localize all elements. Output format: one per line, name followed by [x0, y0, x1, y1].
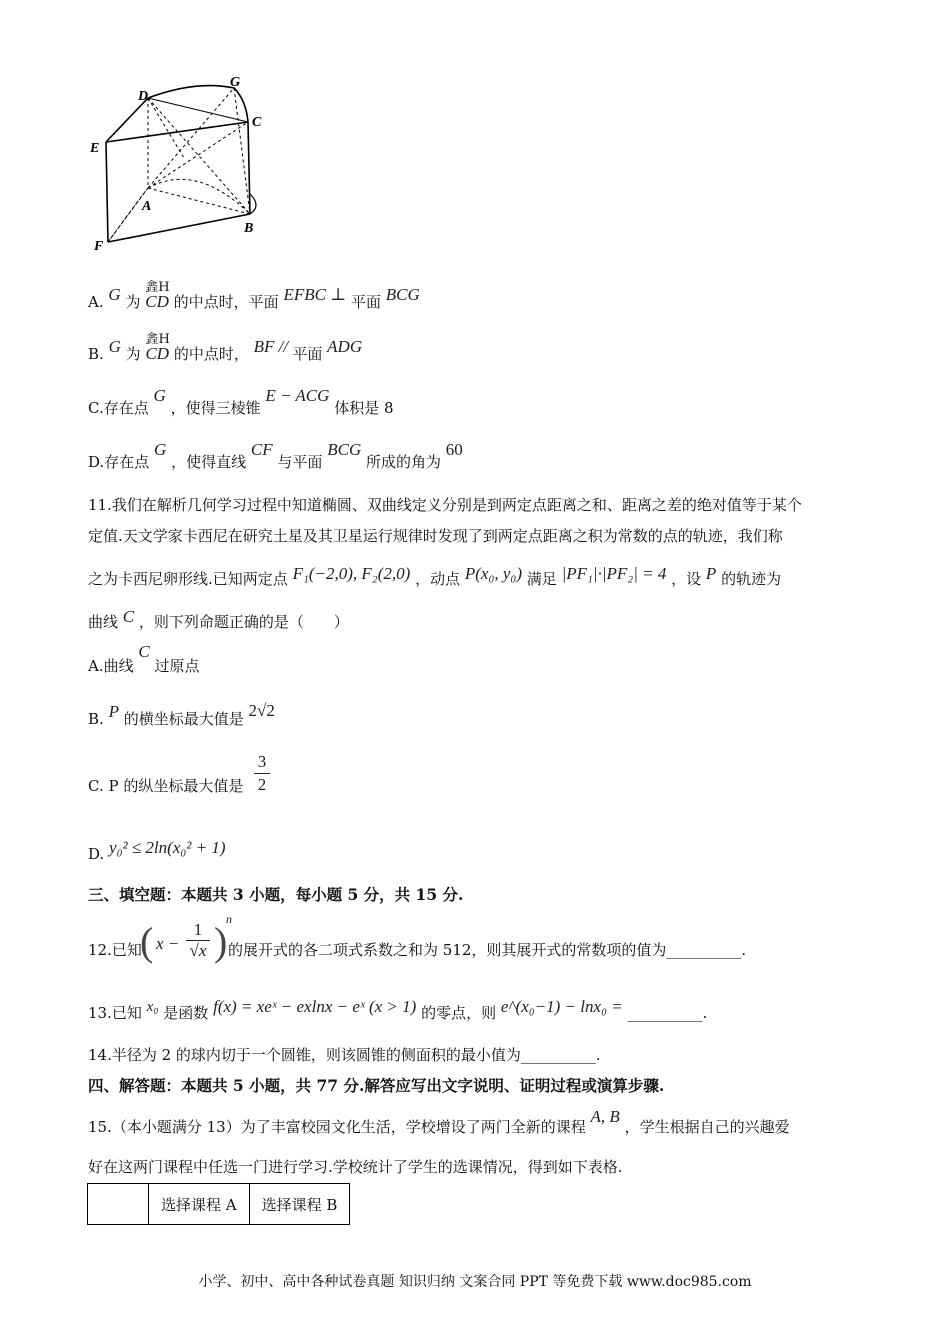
fraction: [186, 920, 210, 961]
label-E: E: [90, 141, 100, 156]
plane-BCG: BCG: [327, 440, 362, 459]
q11-option-d: [88, 838, 226, 863]
option-prefix: D.存在点: [88, 453, 150, 471]
text: 的中点时，平面: [173, 293, 279, 311]
inequality: y₀² ≤ 2ln(x₀² + 1): [109, 838, 226, 857]
label-F: F: [94, 239, 104, 254]
q11-option-c: [88, 776, 243, 796]
text: 平面: [350, 293, 381, 311]
text: 平面: [292, 345, 323, 363]
option-prefix: A.曲线: [88, 657, 134, 675]
q13-line: [88, 997, 708, 1024]
point-G: G: [108, 285, 121, 304]
text: 是函数: [163, 1004, 209, 1022]
text: 曲线: [88, 613, 119, 631]
q11-option-a: [88, 642, 200, 676]
label-C: C: [252, 115, 262, 130]
text: 13.已知: [88, 1004, 142, 1022]
section-4-heading: 四、解答题：本题共 5 小题，共 77 分.解答应写出文字说明、证明过程或演算步骤.: [88, 1076, 665, 1095]
text: 的中点时，: [173, 345, 249, 363]
table-corner-cell: [88, 1184, 149, 1225]
text: ，学生根据自己的兴趣爱: [624, 1118, 790, 1136]
exponent-n: n: [226, 912, 232, 926]
answer-blank: __________.: [627, 1004, 708, 1022]
text: ，动点: [415, 570, 461, 588]
term-x: x −: [156, 934, 180, 953]
curve-C: C: [138, 642, 150, 661]
q12-prefix: 12.已知: [88, 941, 142, 959]
moving-point: P(x₀, y₀): [464, 564, 522, 583]
point-P: P: [705, 564, 717, 583]
q14: 14.半径为 2 的球内切于一个圆锥，则该圆锥的侧面积的最小值为__________.: [88, 1046, 601, 1064]
denominator: √x: [189, 941, 207, 960]
left-paren: (: [140, 919, 154, 964]
page-footer: 小学、初中、高中各种试卷真题 知识归纳 文案合同 PPT 等免费下载 www.doc985.com: [198, 1274, 752, 1290]
pyramid-E-ACG: E − ACG: [265, 386, 330, 405]
table-header-b: 选择课程 B: [249, 1184, 350, 1225]
q11-line4: [88, 607, 349, 632]
text: 体积是 8: [334, 399, 394, 417]
line-CF: CF: [250, 440, 273, 459]
right-paren: ): [214, 919, 228, 964]
target-expression: e^(x₀−1) − lnx₀ =: [500, 997, 623, 1016]
text: ，使得直线: [171, 453, 247, 471]
plane-ADG: ADG: [327, 337, 363, 356]
point-G: G: [108, 337, 121, 356]
numerator: 1: [193, 920, 203, 939]
q11-line1: 11.我们在解析几何学习过程中知道椭圆、双曲线定义分别是到两定点距离之和、距离之差的绝对值等于某个: [88, 496, 802, 514]
label-B: B: [244, 221, 254, 236]
text: 之为卡西尼卵形线.已知两定点: [88, 570, 288, 588]
arc-DGC: [148, 86, 248, 122]
max-value: 2√2: [248, 701, 275, 720]
option-prefix: D.: [88, 845, 105, 863]
q10-option-a: [88, 280, 420, 312]
text: 的轨迹为: [721, 570, 782, 588]
text: 与平面: [277, 453, 323, 471]
q11-line2: 定值.天文学家卡西尼在研究土星及其卫星运行规律时发现了到两定点距离之积为常数的点的轨迹，我们称: [88, 527, 783, 545]
function-f: f(x) = xeˣ − exlnx − eˣ (x > 1): [213, 997, 417, 1016]
table-header-a: 选择课程 A: [149, 1184, 250, 1225]
edge-DC: [148, 98, 248, 122]
label-G: G: [230, 75, 241, 90]
q12-text: 的展开式的各二项式系数之和为 512，则其展开式的常数项的值为__________.: [228, 941, 747, 959]
option-prefix: C.存在点: [88, 399, 149, 417]
edge-EC: [106, 122, 248, 142]
text: 为: [125, 345, 141, 363]
q10-option-d: [88, 440, 463, 472]
line-BF: BF //: [253, 337, 293, 356]
text: 过原点: [154, 657, 200, 675]
arc-CD: CD: [145, 292, 169, 311]
condition: |PF₁|·|PF₂| = 4: [561, 564, 667, 583]
text: 15.（本小题满分 13）为了丰富校园文化生活，学校增设了两门全新的课程: [88, 1118, 586, 1136]
edge-CB: [248, 122, 250, 214]
plane-BCG: BCG: [385, 285, 420, 304]
arc-overlay: 錱H: [145, 332, 170, 347]
text: ，使得三棱锥: [170, 399, 261, 417]
numerator: 3: [257, 752, 267, 771]
plane-EFBC: EFBC ⊥: [283, 285, 347, 304]
text: 为: [125, 293, 141, 311]
fraction: [254, 752, 270, 795]
edge-EF: [106, 142, 108, 242]
curve-C: C: [122, 607, 135, 626]
point-G: G: [154, 440, 167, 459]
option-prefix: B.: [88, 345, 104, 363]
label-D: D: [138, 89, 149, 104]
option-prefix: A.: [88, 293, 104, 311]
q11-line3: [88, 564, 782, 589]
geometry-figure: [86, 70, 276, 260]
text: ，设: [671, 570, 702, 588]
q11-option-b: [88, 701, 275, 729]
fixed-points: F₁(−2,0), F₂(2,0): [292, 564, 411, 583]
course-table: [87, 1183, 350, 1225]
edge-FB: [108, 214, 250, 242]
text: 的横坐标最大值是: [123, 710, 244, 728]
text: 所成的角为: [366, 453, 442, 471]
arc-CD: CD: [145, 344, 170, 363]
point-P: P: [108, 702, 119, 721]
edge-DE: [106, 98, 148, 142]
option-prefix: B.: [88, 710, 104, 728]
point-G: G: [153, 386, 166, 405]
q10-option-b: [88, 332, 363, 364]
text: 满足: [526, 570, 557, 588]
q10-option-c: [88, 386, 394, 418]
section-3-heading: 三、填空题：本题共 3 小题，每小题 5 分，共 15 分.: [88, 885, 464, 904]
arc-B: [250, 194, 256, 214]
denominator: 2: [257, 775, 267, 794]
angle-value: 60: [445, 440, 463, 459]
text: 的零点，则: [421, 1004, 497, 1022]
x0: x₀: [146, 999, 159, 1015]
option-text: C. P 的纵坐标最大值是: [88, 777, 244, 795]
table-row: [88, 1184, 350, 1225]
arc-overlay: 錱H: [145, 280, 170, 295]
fraction-bar: [254, 773, 270, 774]
text: ，则下列命题正确的是（ ）: [138, 613, 349, 631]
label-A: A: [142, 199, 152, 214]
q15-line1: [88, 1107, 790, 1137]
q15-line2: 好在这两门课程中任选一门进行学习.学校统计了学生的选课情况，得到如下表格.: [88, 1158, 623, 1176]
courses-AB: A, B: [590, 1107, 620, 1126]
